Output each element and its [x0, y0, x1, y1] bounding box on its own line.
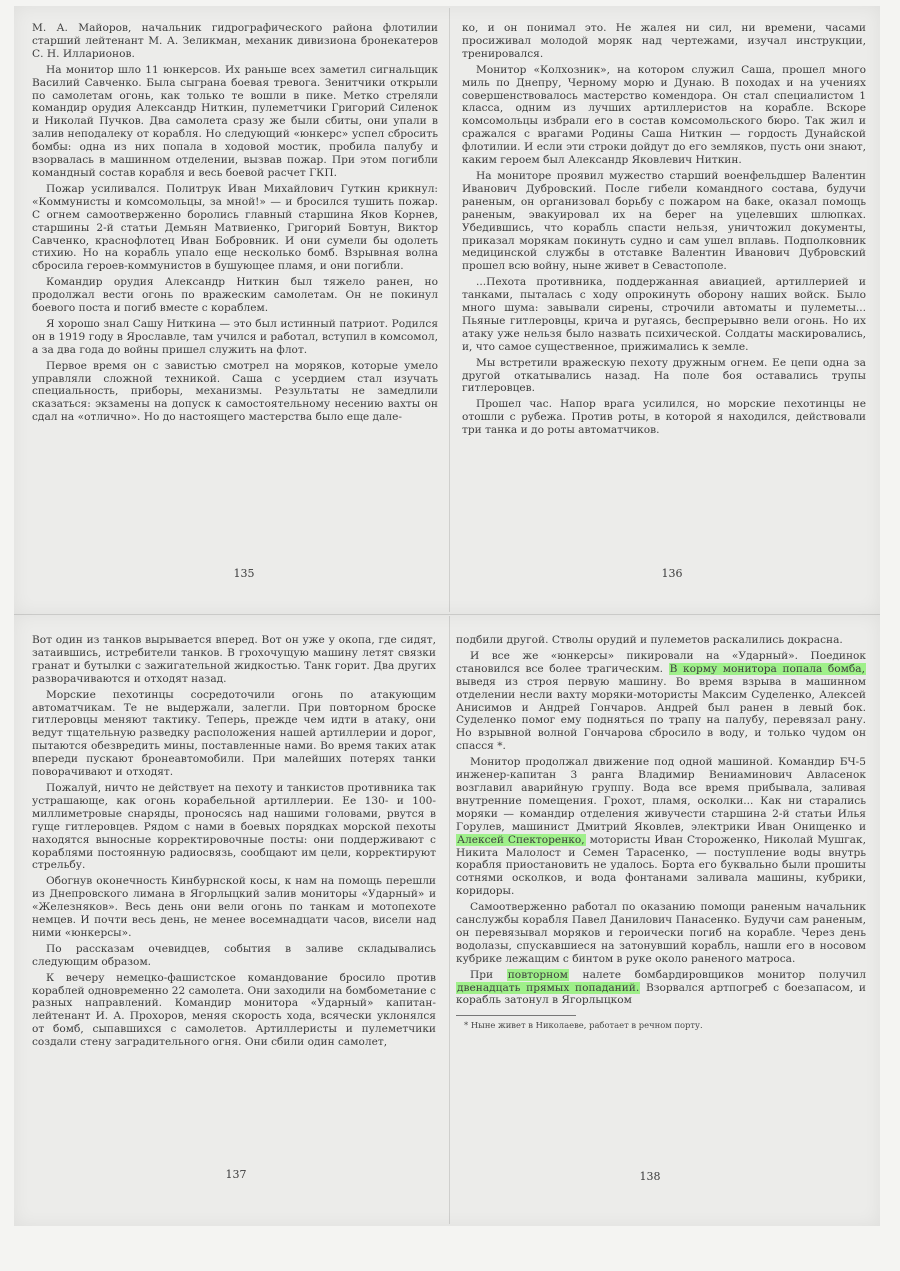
text-run: И все же «юнкерсы» пикировали на «Ударный». Поединок становился все более трагическим. [456, 649, 866, 675]
paragraph: Мы встретили вражескую пехоту дружным огнем. Ее цепи одна за другой откатывались назад. На поле боя оставались трупы гитлеровцев. [462, 356, 866, 395]
text-run: мотористы Иван Стороженко, Николай Мушгак, Никита Малолост и Семен Тарасенко, — поступление воды внутрь корабля приостановить не удалось. Борта его буквально были прошиты сотнями осколков, и вода фонтанами заливала машины, кубрики, коридоры. [456, 833, 866, 898]
paragraph [456, 756, 866, 898]
paragraph: Вот один из танков вырывается вперед. Вот он уже у окопа, где сидят, затаившись, истребители танков. В грохочущую машину летят связки гранат и бутылки с зажигательной жидкостью. Танк горит. Два других разворачиваются и отходят назад. [32, 634, 436, 685]
paragraph: Командир орудия Александр Ниткин был тяжело ранен, но продолжал вести огонь по вражеским самолетам. Он не покинул боевого поста и погиб вместе с кораблем. [32, 276, 438, 315]
paragraph: Обогнув оконечность Кинбурнской косы, к нам на помощь перешли из Днепровского лимана в Ягорлыцкий залив мониторы «Ударный» и «Железняков». Весь день они вели огонь по танкам и мотопехоте немцев. И почти весь день, не менее восемнадцати часов, висели над ними «юнкерсы». [32, 875, 436, 939]
highlighted-text: В корму монитора попала бомба, [669, 662, 865, 675]
paragraph: Пожалуй, ничто не действует на пехоту и танкистов противника так устрашающе, как огонь корабельной артиллерии. Ее 130- и 100-миллиметровые снаряды, проносясь над нашими головами, рвутся в гуще гитлеровцев. Рядом с нами в боевых порядках морской пехоты находятся выносные корректировочные посты: они поддерживают с кораблями постоянную радиосвязь, сообщают им цели, корректируют стрельбу. [32, 781, 436, 872]
paragraph: Морские пехотинцы сосредоточили огонь по атакующим автоматчикам. Те не выдержали, залегли. При повторном броске гитлеровцы меняют тактику. Теперь, прежде чем идти в атаку, они ведут тщательную разведку расположения нашей артиллерии и дорог, пытаются обезвредить мины, поставленные нами. Во время таких атак впереди пускают бронеавтомобили. При малейших потерях танки поворачивают и отходят. [32, 688, 436, 779]
page-138 [456, 634, 866, 1164]
text-run: Монитор продолжал движение под одной машиной. Командир БЧ-5 инженер-капитан 3 ранга Владимир Вениаминович Авласенок возглавил аварийную группу. Вода все время прибывала, заливая внутренние помещения. Грохот, пламя, осколки... Как ни старались моряки — командир отделения живучести старшина 2-й статьи Илья Горулев, машинист Дмитрий Яковлев, электрики Иван Онищенко и [456, 756, 866, 833]
text-run: При [470, 968, 507, 981]
paragraph: Первое время он с завистью смотрел на моряков, которые умело управляли сложной техникой. Саша с усердием стал изучать специальность, приборы, механизмы. Результаты не замедлили сказаться: экзамены на допуск к самостоятельному несению вахты он сдал на «отлично». Но до настоящего мастерства было еще дале- [32, 359, 438, 424]
paragraph: М. А. Майоров, начальник гидрографического района флотилии старший лейтенант М. А. Зеликман, механик дивизиона бронекатеров С. Н. Илларионов. [32, 22, 438, 60]
page-135 [32, 22, 438, 552]
center-fold-top [449, 8, 450, 612]
text-run: налете бомбардировщиков монитор получил [568, 968, 866, 981]
paragraph: К вечеру немецко-фашистское командование бросило против кораблей одновременно 22 самолета. Они заходили на бомбометание с разных направлений. Командир монитора «Ударный» капитан-лейтенант И. А. Прохоров, меняя скорость хода, всячески уклонялся от бомб, сыпавшихся с самолетов. Артиллеристы и пулеметчики создали стену заградительного огня. Они сбили один самолет, [32, 971, 436, 1049]
paragraph: По рассказам очевидцев, события в заливе складывались следующим образом. [32, 942, 436, 968]
highlighted-text: Алексей Спекторенко, [457, 833, 585, 846]
paragraph: Я хорошо знал Сашу Ниткина — это был истинный патриот. Родился он в 1919 году в Ярославле, там учился и работал, вступил в комсомол, а за два года до войны пришел служить на флот. [32, 317, 438, 356]
page-137 [32, 634, 436, 1156]
paragraph [456, 969, 866, 1008]
text-run: выведя из строя первую машину. Во время взрыва в машинном отделении несли вахту моряки-мотористы Максим Суделенко, Алексей Анисимов и Андрей Гончаров. Андрей был ранен в левый бок. Суделенко помог ему подняться по трапу на палубу, перевязал рану. Но взрывной волной Гончарова сбросило в воду, и только чудом он спасся *. [456, 675, 866, 753]
paragraph: Прошел час. Напор врага усилился, но морские пехотинцы не отошли с рубежа. Против роты, в которой я находился, действовали три танка и до роты автоматчиков. [462, 398, 866, 437]
sheet-seam [14, 614, 880, 615]
paragraph: Монитор «Колхозник», на котором служил Саша, прошел много миль по Днепру, Черному морю и Дунаю. В походах и на учениях совершенствовалось мастерство комендора. Он стал специалистом 1 класса, одним из лучших артиллеристов на корабле. Вскоре комсомольцы избрали его в состав комсомольского бюро. Так жил и сражался с врагами Родины Саша Ниткин — гордость Дунайской флотилии. И если эти строки дойдут до его земляков, пусть они знают, каким героем был Александр Яковлевич Ниткин. [462, 63, 866, 167]
page-number-137: 137 [225, 1168, 247, 1181]
highlighted-text: двенадцать прямых попаданий. [457, 981, 640, 994]
paragraph [456, 650, 866, 753]
page-number-135: 135 [233, 567, 255, 580]
paragraph: ко, и он понимал это. Не жалея ни сил, ни времени, часами просиживал молодой моряк над чертежами, изучал инструкции, тренировался. [462, 22, 866, 60]
center-fold-bottom [449, 616, 450, 1224]
paragraph: На монитоpе проявил мужество старший военфельдшер Валентин Иванович Дубровский. После гибели командного состава, будучи раненым, он организовал борьбу с пожаром на баке, оказал помощь раненым, эвакуировал их на берег на уцелевших шлюпках. Убедившись, что корабль спасти нельзя, уничтожил документы, приказал морякам покинуть судно и сам ушел вплавь. Подполковник медицинской службы в отставке Валентин Иванович Дубровский прошел всю войну, ныне живет в Севастополе. [462, 169, 866, 273]
page-136 [462, 22, 866, 552]
footnote-rule [456, 1015, 576, 1016]
paragraph: Самоотверженно работал по оказанию помощи раненым начальник санслужбы корабля Павел Данилович Панасенко. Будучи сам раненым, он перевязывал моряков и героически погиб на корабле. Через день водолазы, спускавшиеся на затонувший корабль, нашли его в носовом кубрике лежащим с бинтом в руке около раненого матроса. [456, 901, 866, 965]
footnote: * Ныне живет в Николаеве, работает в речном порту. [464, 1020, 703, 1031]
page-number-136: 136 [661, 567, 683, 580]
paragraph: подбили другой. Стволы орудий и пулеметов раскалились докрасна. [456, 634, 843, 646]
text-run: Взорвался артпогреб с боезапасом, и корабль затонул в Ягорлыцком [456, 981, 866, 1007]
paragraph: Пожар усиливался. Политрук Иван Михайлович Гуткин крикнул: «Коммунисты и комсомольцы, за мной!» — и бросился тушить пожар. С огнем самоотверженно боролись главный старшина Яков Корнев, старшины 2-й статьи Демьян Матвиенко, Григорий Бовтун, Виктор Савченко, краснофлотец Иван Бобровник. И они сумели бы одолеть стихию. Но на корабль упало еще несколько бомб. Взрывная волна сбросила героев-коммунистов в бушующее пламя, и они погибли. [32, 182, 438, 273]
paragraph: ...Пехота противника, поддержанная авиацией, артиллерией и танками, пыталась с ходу опрокинуть оборону наших войск. Было много шума: завывали сирены, строчили автоматы и пулеметы... Пьяные гитлеровцы, крича и ругаясь, беспрерывно вели огонь. Но их атаку уже нельзя было назвать психической. Солдаты маскировались, и, что самое существенное, прижимались к земле. [462, 276, 866, 353]
highlighted-text: повторном [507, 968, 568, 981]
paragraph: На монитор шло 11 юнкерсов. Их раньше всех заметил сигнальщик Василий Савченко. Была сыграна боевая тревога. Зенитчики открыли по самолетам огонь, как только те вошли в пике. Метко стреляли командир орудия Александр Ниткин, пулеметчики Григорий Силенок и Николай Пучков. Два самолета сразу же были сбиты, они упали в залив неподалеку от корабля. Но следующий «юнкерс» успел сбросить бомбы: одна из них попала в ходовой мостик, пробила палубу и взорвалась в машинном отделении, вызвав пожар. При этом погибли командный состав корабля и весь боевой расчет ГКП. [32, 63, 438, 179]
page-number-138: 138 [639, 1170, 661, 1183]
